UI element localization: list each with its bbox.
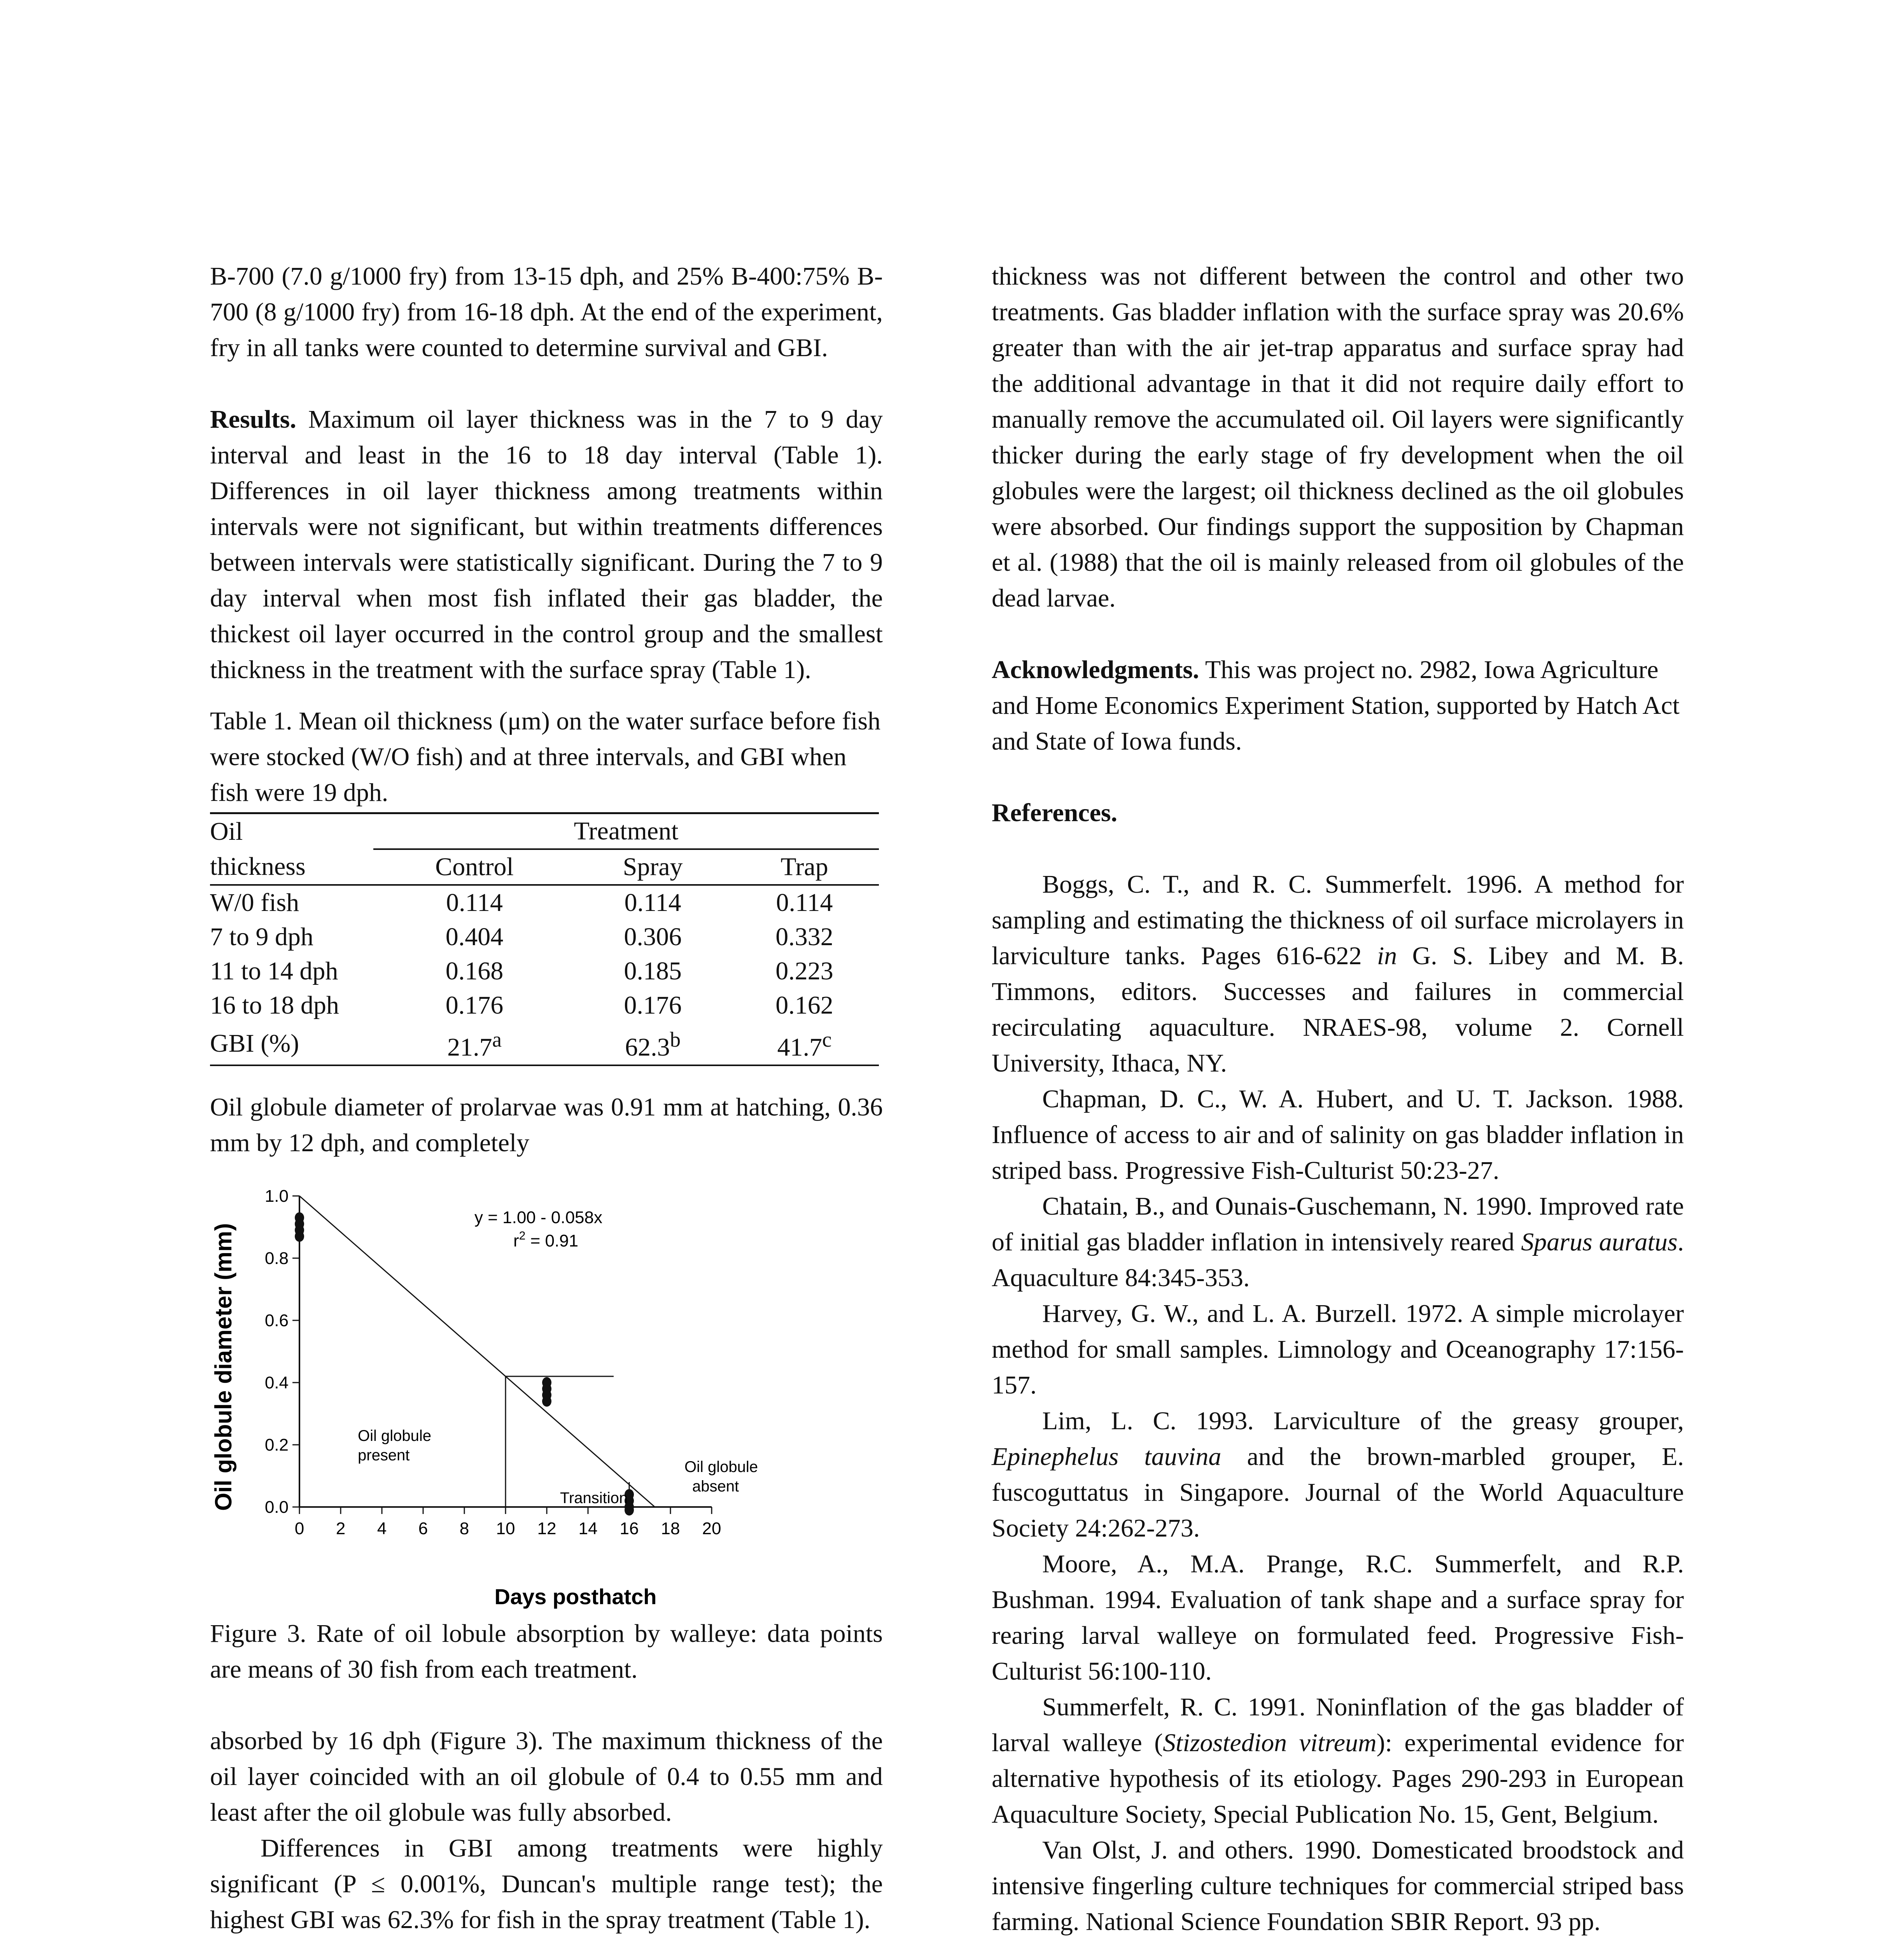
figure-caption: Figure 3. Rate of oil lobule absorption by walleye: data points are means of 30 fish from each treatment. xyxy=(210,1619,883,1684)
chart-label-transition: Transition xyxy=(560,1489,628,1507)
reference-item: Harvey, G. W., and L. A. Burzell. 1972. A simple microlayer method for small samples. Limnology and Oceanography 17:156-157. xyxy=(992,1299,1684,1399)
table-head-spray: Spray xyxy=(623,853,683,881)
chart-fit-line xyxy=(299,1196,655,1507)
chart-r2: $r^2 = 0.91$ xyxy=(513,1229,579,1250)
table-cell: 0.176 xyxy=(624,991,682,1019)
reference-item: Chapman, D. C., W. A. Hubert, and U. T. Jackson. 1988. Influence of access to air and of salinity on gas bladder inflation in striped bass. Progressive Fish-Culturist 50:23-27. xyxy=(992,1085,1684,1185)
table-cell: 0.114 xyxy=(776,888,833,917)
table-row-label: W/0 fish xyxy=(210,888,299,917)
table-cell: 0.332 xyxy=(775,923,833,951)
table-row xyxy=(210,954,879,988)
table-cell: 0.114 xyxy=(624,888,681,917)
chart-regions xyxy=(506,1376,629,1507)
results-heading: Results. xyxy=(210,405,296,434)
table-head-thickness: thickness xyxy=(210,852,306,881)
table-row-label-gbi: GBI (%) xyxy=(210,1029,299,1058)
table-row-gbi xyxy=(210,1023,879,1065)
y-tick-label: 0.8 xyxy=(264,1249,289,1268)
x-tick-label: 12 xyxy=(537,1519,556,1538)
table-row-label: 7 to 9 dph xyxy=(210,923,313,951)
table-cell: 0.223 xyxy=(775,957,833,985)
table-cell: 0.185 xyxy=(624,957,682,985)
chart-xlabel: Days posthatch xyxy=(494,1584,657,1609)
x-tick-label: 0 xyxy=(294,1519,304,1538)
x-tick-label: 18 xyxy=(661,1519,680,1538)
y-tick-label: 0.2 xyxy=(264,1435,289,1455)
table-cell: 0.168 xyxy=(445,957,504,985)
table-row-label: 11 to 14 dph xyxy=(210,957,338,985)
regression-line xyxy=(299,1196,655,1507)
paragraph-gbi-differences: Differences in GBI among treatments were highly significant (P ≤ 0.001%, Duncan's multiple range test); the highest GBI was 62.3% for fish in the spray treatment (Table 1). xyxy=(210,1834,883,1934)
x-tick-label: 16 xyxy=(620,1519,639,1538)
table-1 xyxy=(210,812,879,1066)
table-cell: 0.306 xyxy=(624,923,682,951)
table-cell-gbi-spray: 62.3$^b$ xyxy=(625,1028,681,1061)
table-cell-gbi-trap: 41.7$^c$ xyxy=(777,1028,832,1061)
paragraph-acknowledgments xyxy=(992,652,1684,759)
figure-3 xyxy=(210,1173,879,1612)
acknowledgments-body: This was project no. 2982, Iowa Agriculture and Home Economics Experiment Station, supported by Hatch Act and State of Iowa funds. xyxy=(992,656,1680,755)
reference-item: Moore, A., M.A. Prange, R.C. Summerfelt, and R.P. Bushman. 1994. Evaluation of tank shape and a surface spray for rearing larval walleye on formulated feed. Progressive Fish-Culturist 56:100-110. xyxy=(992,1550,1684,1685)
table-cell: 0.114 xyxy=(446,888,503,917)
data-point xyxy=(295,1231,304,1242)
paragraph-methods-end: B-700 (7.0 g/1000 fry) from 13-15 dph, and 25% B-400:75% B-700 (8 g/1000 fry) from 16-18 dph. At the end of the experiment, fry in all tanks were counted to determine survival and GBI. xyxy=(210,262,883,362)
x-tick-label: 4 xyxy=(377,1519,387,1538)
table-head-row-1 xyxy=(210,813,879,850)
reference-item: Lim, L. C. 1993. Larviculture of the greasy grouper, Epinephelus tauvina and the brown-marbled grouper, E. fuscoguttatus in Singapore. Journal of the World Aquaculture Society 24:262-273. xyxy=(992,1407,1684,1542)
y-tick-label: 0.4 xyxy=(264,1373,289,1392)
table-cell: 0.176 xyxy=(445,991,504,1019)
chart-ticks xyxy=(265,1187,721,1538)
paragraph-results xyxy=(210,402,883,688)
table-head-row-2 xyxy=(210,849,879,885)
table-cell: 0.404 xyxy=(445,923,504,951)
table-row-label: 16 to 18 dph xyxy=(210,991,339,1019)
chart-ylabel: Oil globule diameter (mm) xyxy=(210,1223,236,1511)
chart-label-absent-2: absent xyxy=(692,1478,739,1495)
references-list xyxy=(992,867,1684,1940)
y-tick-label: 1.0 xyxy=(264,1187,289,1206)
table-row xyxy=(210,988,879,1023)
table-cell: 0.162 xyxy=(775,991,833,1019)
table-row xyxy=(210,920,879,954)
x-tick-label: 8 xyxy=(459,1519,469,1538)
left-column xyxy=(210,259,883,1944)
reference-item: Chatain, B., and Ounais-Guschemann, N. 1990. Improved rate of initial gas bladder inflation in intensively reared Sparus auratus. Aquaculture 84:345-353. xyxy=(992,1192,1684,1292)
x-tick-label: 6 xyxy=(418,1519,428,1538)
table-caption: Table 1. Mean oil thickness (μm) on the water surface before fish were stocked (W/O fish) and at three intervals, and GBI when fish were 19 dph. xyxy=(210,707,881,807)
x-tick-label: 20 xyxy=(702,1519,721,1538)
chart-equation: y = 1.00 - 0.058x xyxy=(474,1208,602,1227)
paragraph-absorbed: absorbed by 16 dph (Figure 3). The maximum thickness of the oil layer coincided with an oil globule of 0.4 to 0.55 mm and least after the oil globule was fully absorbed. xyxy=(210,1727,883,1827)
oil-globule-chart xyxy=(210,1173,879,1612)
right-column xyxy=(992,259,1684,1940)
table-cell-gbi-control: 21.7$^a$ xyxy=(447,1028,502,1061)
data-point xyxy=(542,1396,551,1407)
chart-label-present-1: Oil globule xyxy=(358,1427,432,1444)
reference-item: Van Olst, J. and others. 1990. Domesticated broodstock and intensive fingerling culture techniques for commercial striped bass farming. National Science Foundation SBIR Report. 93 pp. xyxy=(992,1836,1684,1936)
y-tick-label: 0.0 xyxy=(264,1498,289,1517)
chart-label-absent-1: Oil globule xyxy=(684,1458,758,1475)
paragraph-discussion-cont: thickness was not different between the control and other two treatments. Gas bladder inflation with the surface spray was 20.6% greater than with the air jet-trap apparatus and surface spray had the additional advantage in that it did not require daily effort to manually remove the accumulated oil. Oil layers were significantly thicker during the early stage of fry development when the oil globules were the largest; oil thickness declined as the oil globules were absorbed. Our findings support the supposition by Chapman et al. (1988) that the oil is mainly released from oil globules of the dead larvae. xyxy=(992,262,1684,612)
table-head-oil: Oil xyxy=(210,817,243,846)
acknowledgments-heading: Acknowledgments. xyxy=(992,656,1199,684)
results-body: Maximum oil layer thickness was in the 7 to 9 day interval and least in the 16 to 18 day interval (Table 1). Differences in oil layer thickness among treatments within intervals were not significant, but within treatments differences between intervals were statistically significant. During the 7 to 9 day interval when most fish inflated their gas bladder, the thickest oil layer occurred in the control group and the smallest thickness in the treatment with the surface spray (Table 1). xyxy=(210,405,883,684)
x-tick-label: 14 xyxy=(578,1519,598,1538)
reference-item: Summerfelt, R. C. 1991. Noninflation of the gas bladder of larval walleye (Stizostedion vitreum): experimental evidence for alternative hypothesis of its etiology. Pages 290-293 in European Aquaculture Society, Special Publication No. 15, Gent, Belgium. xyxy=(992,1693,1684,1829)
x-tick-label: 10 xyxy=(496,1519,515,1538)
y-tick-label: 0.6 xyxy=(264,1311,289,1330)
table-row xyxy=(210,885,879,920)
chart-points xyxy=(295,1212,634,1516)
table-head-treatment: Treatment xyxy=(373,813,879,850)
table-head-trap: Trap xyxy=(780,853,828,881)
x-tick-label: 2 xyxy=(336,1519,346,1538)
reference-item: Boggs, C. T., and R. C. Summerfelt. 1996. A method for sampling and estimating the thickness of oil surface microlayers in larviculture tanks. Pages 616-622 in G. S. Libey and M. B. Timmons, editors. Successes and failures in commercial recirculating aquaculture. NRAES-98, volume 2. Cornell University, Ithaca, NY. xyxy=(992,870,1684,1077)
table-head-control: Control xyxy=(435,853,514,881)
references-heading: References. xyxy=(992,799,1118,827)
chart-label-present-2: present xyxy=(358,1447,410,1464)
paragraph-oil-globule: Oil globule diameter of prolarvae was 0.91 mm at hatching, 0.36 mm by 12 dph, and completely xyxy=(210,1093,883,1157)
